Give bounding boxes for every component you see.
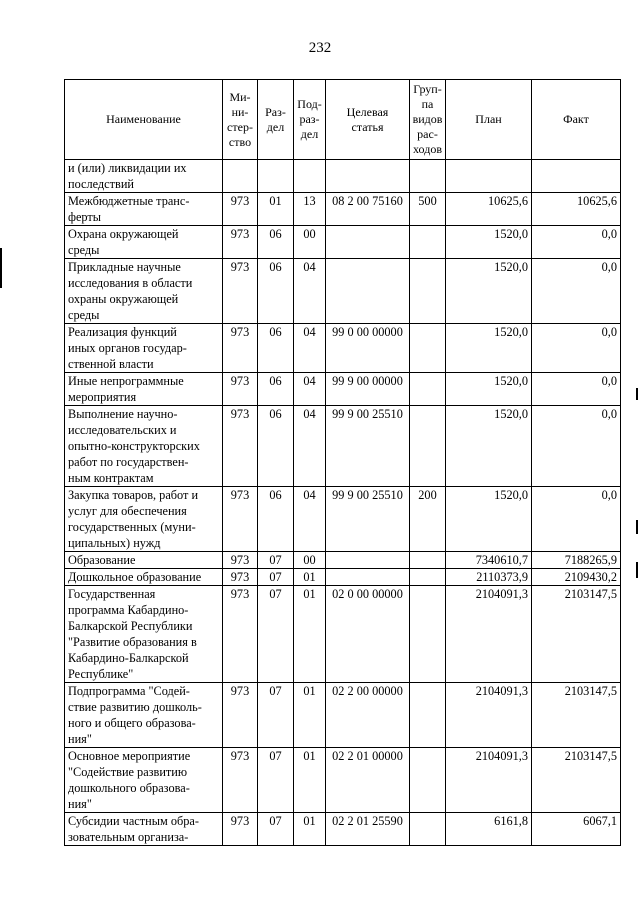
cell-fact: 2103147,5 <box>532 586 621 683</box>
cell-plan: 2104091,3 <box>446 683 532 748</box>
cell-fact: 2109430,2 <box>532 569 621 586</box>
cell-ministry: 973 <box>223 193 258 226</box>
cell-name: Государственная программа Кабардино- Балкарской Республики "Развитие образования в Кабардино-Балкарской Республике" <box>65 586 223 683</box>
cell-subsection <box>294 160 326 193</box>
cell-ministry: 973 <box>223 487 258 552</box>
cell-ministry <box>223 160 258 193</box>
cell-group <box>410 748 446 813</box>
cell-section: 06 <box>258 406 294 487</box>
cell-name: Охрана окружающей среды <box>65 226 223 259</box>
cell-group <box>410 683 446 748</box>
cell-ministry: 973 <box>223 406 258 487</box>
cell-name: и (или) ликвидации их последствий <box>65 160 223 193</box>
header-section: Раз- дел <box>258 80 294 160</box>
header-ministry: Ми- ни- стер- ство <box>223 80 258 160</box>
cell-section: 07 <box>258 586 294 683</box>
cell-section: 06 <box>258 487 294 552</box>
scan-edge-mark-right-2 <box>636 520 638 534</box>
table-row <box>65 406 621 487</box>
table-row <box>65 193 621 226</box>
scan-edge-mark-left <box>0 248 2 288</box>
cell-section: 07 <box>258 552 294 569</box>
cell-fact: 0,0 <box>532 406 621 487</box>
cell-target <box>326 569 410 586</box>
cell-target: 02 2 00 00000 <box>326 683 410 748</box>
cell-name: Образование <box>65 552 223 569</box>
cell-target: 02 2 01 25590 <box>326 813 410 846</box>
cell-plan: 1520,0 <box>446 226 532 259</box>
cell-plan: 1520,0 <box>446 406 532 487</box>
cell-name: Дошкольное образование <box>65 569 223 586</box>
cell-name: Субсидии частным обра- зовательным организа- <box>65 813 223 846</box>
cell-name: Реализация функций иных органов государ- ственной власти <box>65 324 223 373</box>
cell-plan: 2110373,9 <box>446 569 532 586</box>
cell-ministry: 973 <box>223 373 258 406</box>
cell-group <box>410 226 446 259</box>
cell-name: Подпрограмма "Содей- ствие развитию дошколь- ного и общего образова- ния" <box>65 683 223 748</box>
table-row <box>65 569 621 586</box>
table-row <box>65 683 621 748</box>
cell-ministry: 973 <box>223 259 258 324</box>
cell-subsection: 04 <box>294 324 326 373</box>
cell-fact: 0,0 <box>532 373 621 406</box>
cell-target: 99 9 00 25510 <box>326 406 410 487</box>
cell-plan: 2104091,3 <box>446 586 532 683</box>
table-header-row <box>65 80 621 160</box>
cell-target <box>326 226 410 259</box>
cell-target: 02 2 01 00000 <box>326 748 410 813</box>
cell-plan: 2104091,3 <box>446 748 532 813</box>
cell-ministry: 973 <box>223 552 258 569</box>
table-row <box>65 586 621 683</box>
table-row <box>65 259 621 324</box>
header-group: Груп- па видов рас- ходов <box>410 80 446 160</box>
cell-section: 01 <box>258 193 294 226</box>
cell-subsection: 01 <box>294 586 326 683</box>
cell-plan: 6161,8 <box>446 813 532 846</box>
cell-section: 07 <box>258 569 294 586</box>
table-row <box>65 748 621 813</box>
cell-target <box>326 552 410 569</box>
cell-subsection: 01 <box>294 683 326 748</box>
header-fact: Факт <box>532 80 621 160</box>
cell-subsection: 01 <box>294 748 326 813</box>
cell-group <box>410 373 446 406</box>
header-plan: План <box>446 80 532 160</box>
cell-group: 200 <box>410 487 446 552</box>
cell-fact: 2103147,5 <box>532 683 621 748</box>
table-body <box>65 160 621 846</box>
budget-table <box>64 79 621 846</box>
cell-group <box>410 259 446 324</box>
cell-subsection: 04 <box>294 373 326 406</box>
table-row <box>65 373 621 406</box>
page-number: 232 <box>308 40 332 56</box>
scan-edge-mark-right-1 <box>636 388 638 400</box>
cell-group <box>410 813 446 846</box>
cell-subsection: 01 <box>294 813 326 846</box>
cell-name: Прикладные научные исследования в области охраны окружающей среды <box>65 259 223 324</box>
cell-ministry: 973 <box>223 748 258 813</box>
cell-group <box>410 552 446 569</box>
cell-plan: 1520,0 <box>446 259 532 324</box>
cell-subsection: 01 <box>294 569 326 586</box>
cell-name: Выполнение научно- исследовательских и опытно-конструкторских работ по государствен- ным контрактам <box>65 406 223 487</box>
table-row <box>65 813 621 846</box>
header-subsection: Под- раз- дел <box>294 80 326 160</box>
cell-group: 500 <box>410 193 446 226</box>
cell-section: 06 <box>258 259 294 324</box>
cell-section: 06 <box>258 373 294 406</box>
cell-group <box>410 569 446 586</box>
header-target: Целевая статья <box>326 80 410 160</box>
cell-subsection: 04 <box>294 406 326 487</box>
cell-plan: 10625,6 <box>446 193 532 226</box>
cell-target <box>326 259 410 324</box>
cell-section: 07 <box>258 748 294 813</box>
cell-group <box>410 160 446 193</box>
cell-subsection: 00 <box>294 552 326 569</box>
cell-target: 08 2 00 75160 <box>326 193 410 226</box>
cell-target: 99 9 00 25510 <box>326 487 410 552</box>
cell-ministry: 973 <box>223 813 258 846</box>
header-name: Наименование <box>65 80 223 160</box>
table-row <box>65 324 621 373</box>
cell-target <box>326 160 410 193</box>
cell-target: 02 0 00 00000 <box>326 586 410 683</box>
cell-name: Основное мероприятие "Содействие развитию дошкольного образова- ния" <box>65 748 223 813</box>
cell-fact: 0,0 <box>532 324 621 373</box>
cell-fact: 7188265,9 <box>532 552 621 569</box>
table-row <box>65 552 621 569</box>
cell-fact: 0,0 <box>532 226 621 259</box>
cell-subsection: 13 <box>294 193 326 226</box>
cell-ministry: 973 <box>223 226 258 259</box>
cell-subsection: 00 <box>294 226 326 259</box>
cell-name: Межбюджетные транс- ферты <box>65 193 223 226</box>
cell-plan: 1520,0 <box>446 487 532 552</box>
table-row <box>65 487 621 552</box>
cell-plan: 1520,0 <box>446 373 532 406</box>
cell-fact: 6067,1 <box>532 813 621 846</box>
cell-subsection: 04 <box>294 259 326 324</box>
cell-section: 06 <box>258 226 294 259</box>
cell-group <box>410 406 446 487</box>
cell-ministry: 973 <box>223 569 258 586</box>
cell-ministry: 973 <box>223 586 258 683</box>
cell-plan: 1520,0 <box>446 324 532 373</box>
cell-subsection: 04 <box>294 487 326 552</box>
table-row <box>65 160 621 193</box>
cell-name: Закупка товаров, работ и услуг для обеспечения государственных (муни- ципальных) нужд <box>65 487 223 552</box>
cell-group <box>410 324 446 373</box>
cell-plan <box>446 160 532 193</box>
cell-section: 07 <box>258 813 294 846</box>
cell-target: 99 0 00 00000 <box>326 324 410 373</box>
cell-section <box>258 160 294 193</box>
scan-edge-mark-right-3 <box>636 562 638 578</box>
cell-fact <box>532 160 621 193</box>
cell-name: Иные непрограммные мероприятия <box>65 373 223 406</box>
cell-ministry: 973 <box>223 683 258 748</box>
table-row <box>65 226 621 259</box>
cell-section: 07 <box>258 683 294 748</box>
cell-fact: 2103147,5 <box>532 748 621 813</box>
cell-ministry: 973 <box>223 324 258 373</box>
cell-target: 99 9 00 00000 <box>326 373 410 406</box>
cell-plan: 7340610,7 <box>446 552 532 569</box>
cell-fact: 10625,6 <box>532 193 621 226</box>
cell-section: 06 <box>258 324 294 373</box>
cell-fact: 0,0 <box>532 487 621 552</box>
cell-group <box>410 586 446 683</box>
cell-fact: 0,0 <box>532 259 621 324</box>
